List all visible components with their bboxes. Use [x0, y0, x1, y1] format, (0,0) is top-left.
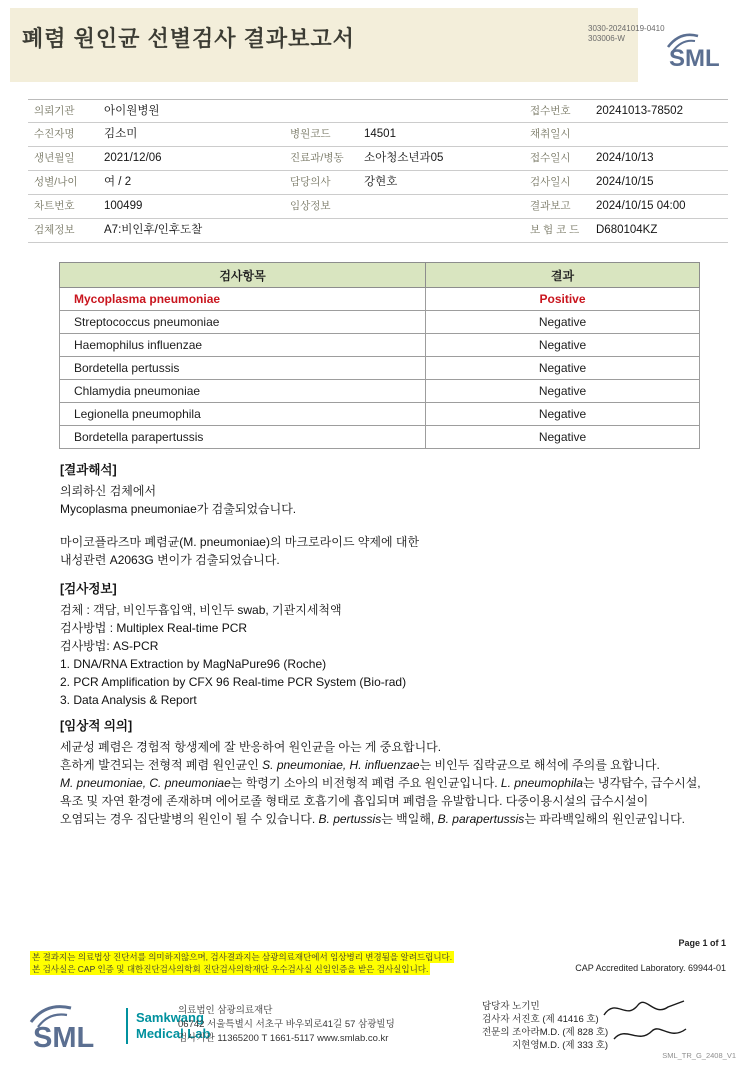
signature-stroke-1 [604, 1001, 684, 1015]
footer-notice-1: 본 결과지는 의료법상 진단서를 의미하지않으며, 검사결과지는 삼광의료재단에서 임상병리 변경됨을 알려드립니다. [32, 952, 453, 962]
org-name: 의료법인 삼광의료재단 [178, 1005, 273, 1016]
clinical-line: M. pneumoniae, C. pneumoniae는 학령기 소아의 비전형적 폐렴 주요 원인균입니다. L. pneumophila는 냉각탑수, 급수시설, [60, 776, 701, 790]
form-code: SML_TR_G_2408_V1 [662, 1051, 736, 1060]
clinical-line: 세균성 폐렴은 경험적 항생제에 잘 반응하여 원인균을 아는 게 중요합니다. [60, 740, 442, 754]
staff-line: 전문의 조아라M.D. (제 828 호) [482, 1027, 609, 1038]
clinical-section [60, 716, 701, 828]
section-heading: [임상적 의의] [60, 719, 133, 733]
cap-accreditation: CAP Accredited Laboratory. 69944-01 [575, 963, 726, 973]
info-value: 100499 [104, 200, 143, 212]
page-number: Page 1 of 1 [678, 938, 726, 948]
info-label: 결과보고 [530, 200, 571, 212]
info-value [364, 195, 524, 218]
info-label: 의뢰기관 [34, 105, 75, 117]
test-info-line: 2. PCR Amplification by CFX 96 Real-time PCR System (Bio-rad) [60, 675, 407, 689]
info-value: 소아청소년과05 [364, 152, 444, 164]
info-row [28, 99, 728, 123]
info-value: 2021/12/06 [104, 152, 162, 164]
interpretation-line: Mycoplasma pneumoniae가 검출되었습니다. [60, 502, 297, 516]
info-label: 성별/나이 [34, 176, 78, 188]
table-row [60, 426, 700, 449]
test-result: Positive [426, 288, 700, 311]
results-header-row [60, 263, 700, 288]
patient-info-table [28, 99, 728, 243]
info-label: 접수일시 [530, 152, 571, 164]
section-heading: [결과해석] [60, 463, 117, 477]
footer-notice-2: 본 검사실은 CAP 인증 및 대한진단검사의학회 진단검사의학재단 우수검사실 신임인증을 받은 검사실입니다. [32, 964, 429, 974]
info-label: 검사일시 [530, 176, 571, 188]
info-label: 담당의사 [290, 176, 331, 188]
info-label: 임상정보 [290, 200, 331, 212]
report-title: 폐렴 원인균 선별검사 결과보고서 [22, 26, 355, 51]
test-result: Negative [426, 311, 700, 334]
info-row [28, 147, 728, 171]
info-value: 2024/10/15 [596, 176, 654, 188]
test-name: Chlamydia pneumoniae [60, 380, 426, 403]
info-value: 김소미 [104, 128, 138, 140]
staff-line: 검사자 서진호 (제 41416 호) [482, 1014, 599, 1025]
brand-line-1: Samkwang [136, 1010, 204, 1025]
table-row [60, 380, 700, 403]
info-label: 차트번호 [34, 200, 75, 212]
info-value [596, 123, 728, 146]
info-value: 여 / 2 [104, 176, 132, 188]
staff-line: 지현영M.D. (제 333 호) [512, 1040, 609, 1051]
test-result: Negative [426, 426, 700, 449]
info-row [28, 219, 728, 243]
test-name: Mycoplasma pneumoniae [60, 288, 426, 311]
table-row [60, 288, 700, 311]
results-table [59, 262, 700, 449]
table-row [60, 403, 700, 426]
interpretation-line: 의뢰하신 검체에서 [60, 484, 157, 498]
info-label [284, 100, 364, 122]
info-label: 진료과/병동 [290, 152, 344, 164]
sml-logo-icon [26, 1000, 122, 1052]
doc-code-2: 303006-W [588, 34, 625, 43]
info-label [284, 219, 364, 242]
logo-text: SML [33, 1022, 95, 1052]
doc-code-1: 3030-20241019-0410 [588, 24, 665, 33]
interpretation-line: 내성관련 A2063G 변이가 검출되었습니다. [60, 553, 280, 567]
test-name: Bordetella pertussis [60, 357, 426, 380]
brand-divider [126, 1008, 128, 1044]
interpretation-section [60, 460, 419, 569]
logo-text: SML [669, 45, 720, 70]
test-info-section [60, 579, 406, 709]
info-row [28, 123, 728, 147]
info-value [364, 219, 524, 242]
test-info-line: 1. DNA/RNA Extraction by MagNaPure96 (Roche) [60, 657, 327, 671]
table-row [60, 357, 700, 380]
info-label: 수진자명 [34, 128, 75, 140]
info-value: 20241013-78502 [596, 105, 683, 117]
test-name: Streptococcus pneumoniae [60, 311, 426, 334]
section-heading: [검사정보] [60, 582, 117, 596]
info-label: 생년월일 [34, 152, 75, 164]
info-value: 2024/10/13 [596, 152, 654, 164]
org-contact: 검사기관 11365200 T 1661-5117 www.smlab.co.kr [178, 1033, 389, 1044]
interpretation-line: 마이코플라즈마 폐렴균(M. pneumoniae)의 마크로라이드 약제에 대한 [60, 535, 420, 549]
table-row [60, 334, 700, 357]
test-name: Legionella pneumophila [60, 403, 426, 426]
info-row [28, 195, 728, 219]
results-col-test: 검사항목 [60, 263, 426, 288]
brand-line-2: Medical Lab [136, 1026, 211, 1041]
test-name: Haemophilus influenzae [60, 334, 426, 357]
test-result: Negative [426, 357, 700, 380]
info-row [28, 171, 728, 195]
info-value: 강현호 [364, 176, 398, 188]
staff-line: 담당자 노기민 [482, 1001, 540, 1012]
info-label: 채취일시 [530, 128, 571, 140]
test-info-line: 검사방법 : Multiplex Real-time PCR [60, 621, 248, 635]
info-value [364, 100, 524, 122]
info-label: 접수번호 [530, 105, 571, 117]
info-value: 2024/10/15 04:00 [596, 200, 686, 212]
sml-logo-icon [664, 30, 736, 75]
info-value: A7:비인후/인후도찰 [104, 224, 203, 236]
test-name: Bordetella parapertussis [60, 426, 426, 449]
signature-stroke-2 [614, 1029, 686, 1039]
doc-codes [588, 24, 665, 44]
clinical-line: 오염되는 경우 집단발병의 원인이 될 수 있습니다. B. pertussis는 백일해, B. parapertussis는 파라백일해의 원인균입니다. [60, 812, 686, 826]
info-label: 검체정보 [34, 224, 75, 236]
test-result: Negative [426, 380, 700, 403]
info-label: 병원코드 [290, 128, 331, 140]
info-value: D680104KZ [596, 224, 658, 236]
clinical-line: 욕조 및 자연 환경에 존재하며 에어로졸 형태로 호흡기에 흡입되며 폐렴을 유발합니다. 다중이용시설의 급수시설이 [60, 794, 649, 808]
test-result: Negative [426, 334, 700, 357]
clinical-line: 흔하게 발견되는 전형적 폐렴 원인균인 S. pneumoniae, H. influenzae는 비인두 집락균으로 해석에 주의를 요합니다. [60, 758, 660, 772]
signature-icon [596, 993, 706, 1056]
info-label: 보 험 코 드 [530, 224, 580, 236]
test-info-line: 검사방법: AS-PCR [60, 639, 159, 653]
test-info-line: 3. Data Analysis & Report [60, 693, 197, 707]
info-value: 아이원병원 [104, 105, 160, 117]
results-col-result: 결과 [426, 263, 700, 288]
test-result: Negative [426, 403, 700, 426]
test-info-line: 검체 : 객담, 비인두흡입액, 비인두 swab, 기관지세척액 [60, 603, 342, 617]
info-value: 14501 [364, 128, 396, 140]
table-row [60, 311, 700, 334]
org-address: 06742 서울특별시 서초구 바우뫼로41길 57 삼광빌딩 [178, 1019, 395, 1030]
address-block [178, 1004, 395, 1046]
staff-block [482, 1000, 608, 1052]
